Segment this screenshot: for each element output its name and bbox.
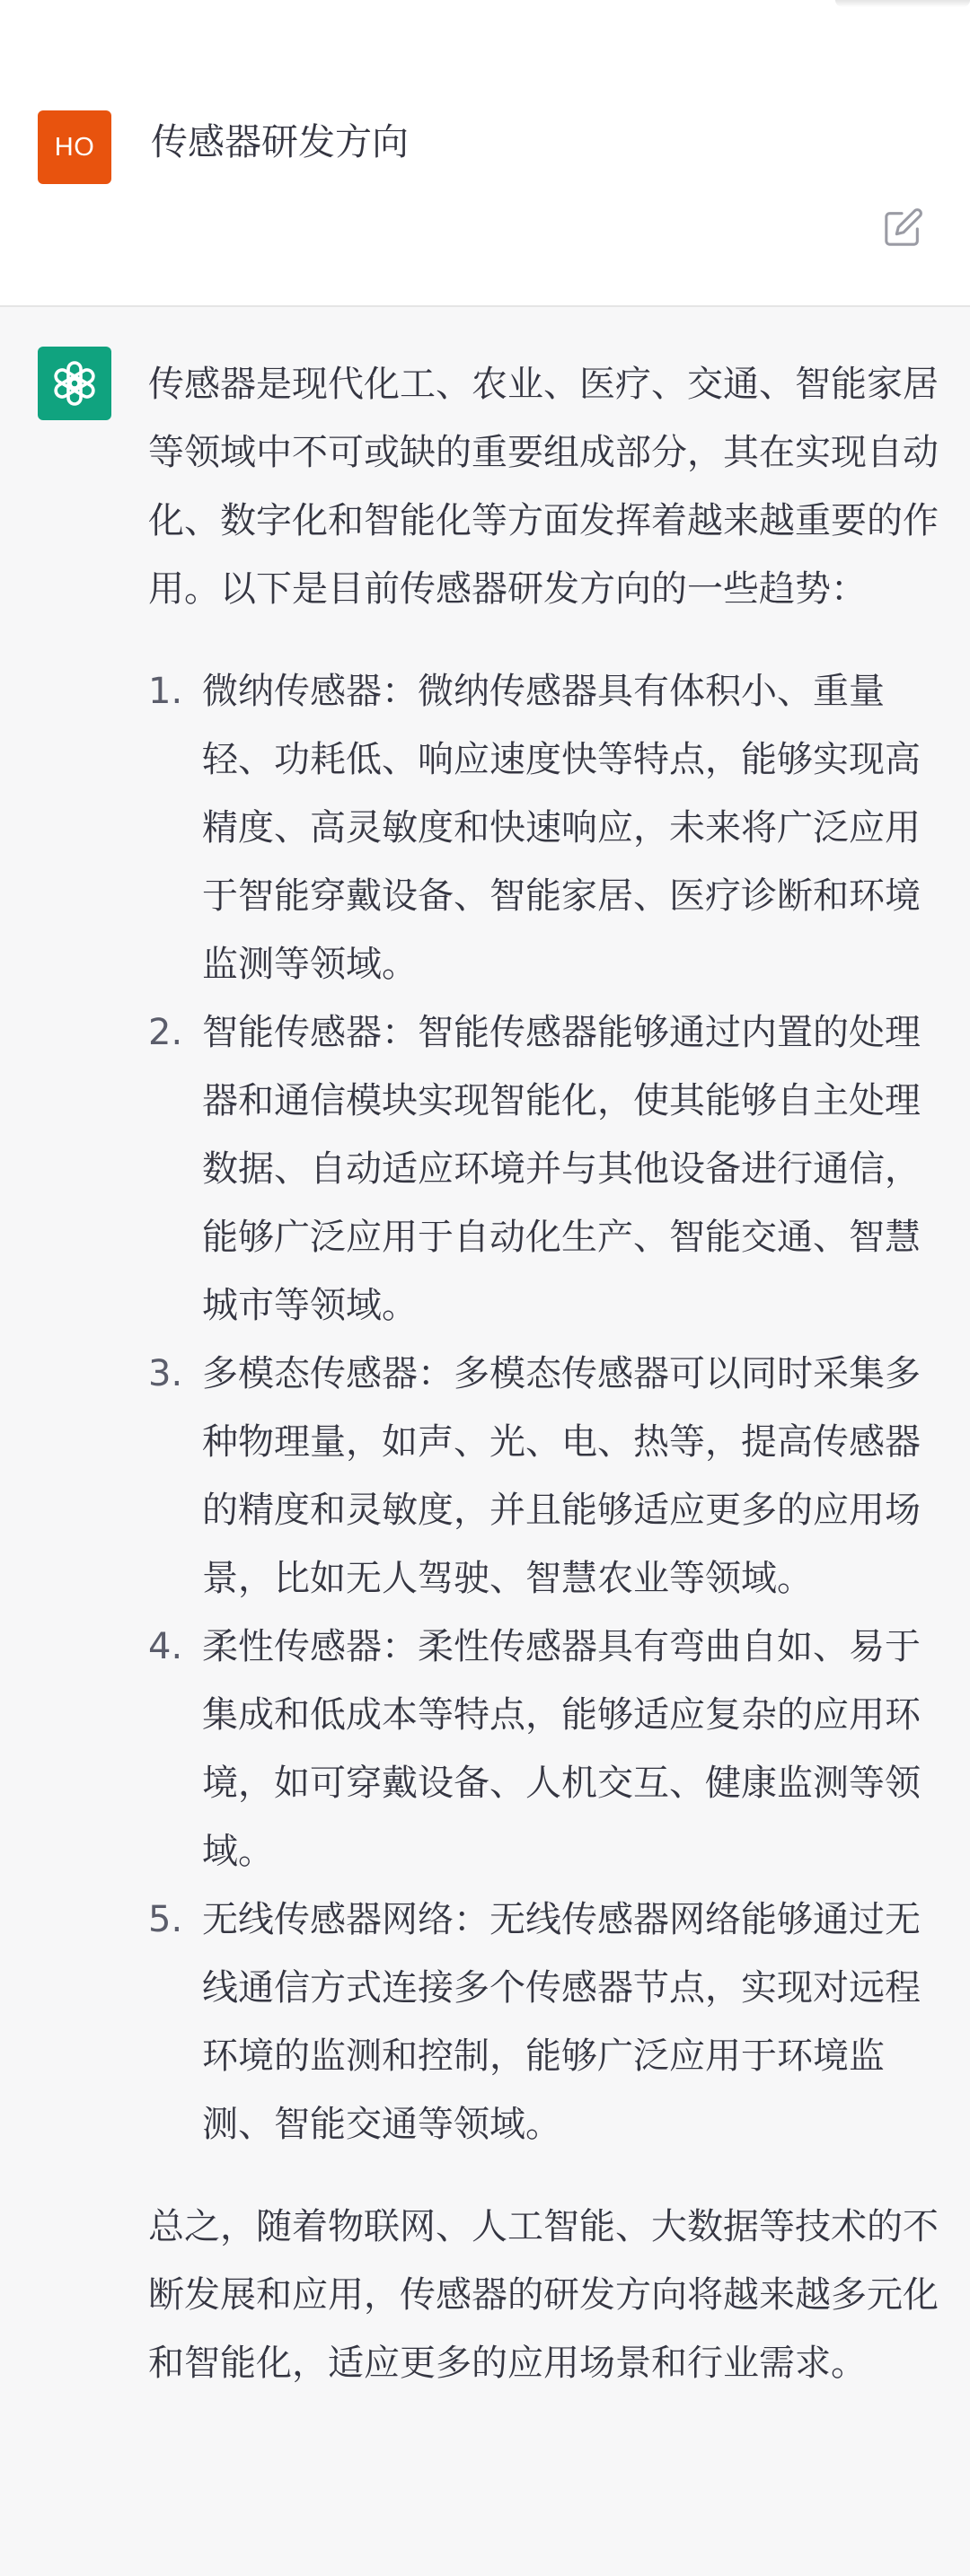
edit-icon[interactable] [883, 207, 924, 248]
list-item-number: 1. [148, 671, 183, 712]
assistant-answer [148, 350, 939, 2397]
list-item-text: 微纳传感器：微纳传感器具有体积小、重量轻、功耗低、响应速度快等特点，能够实现高精度、高灵敏度和快速响应，未来将广泛应用于智能穿戴设备、智能家居、医疗诊断和环境监测等领域。 [202, 671, 921, 985]
list-item [148, 657, 939, 998]
top-edge-shadow [835, 0, 970, 7]
user-avatar: HO [38, 110, 111, 184]
list-item [148, 1886, 939, 2158]
user-message-text: 传感器研发方向 [151, 120, 409, 163]
assistant-avatar [38, 347, 111, 420]
list-item-number: 3. [148, 1353, 183, 1394]
list-item-number: 2. [148, 1012, 183, 1053]
assistant-message-section [0, 307, 970, 2576]
list-item [148, 1613, 939, 1886]
list-item-text: 多模态传感器：多模态传感器可以同时采集多种物理量，如声、光、电、热等，提高传感器的精度和灵敏度，并且能够适应更多的应用场景，比如无人驾驶、智慧农业等领域。 [202, 1353, 921, 1599]
trend-list [148, 657, 939, 2158]
answer-conclusion: 总之，随着物联网、人工智能、大数据等技术的不断发展和应用，传感器的研发方向将越来越多元化和智能化，适应更多的应用场景和行业需求。 [148, 2206, 939, 2384]
list-item [148, 998, 939, 1340]
user-message-section [0, 0, 970, 307]
answer-intro: 传感器是现代化工、农业、医疗、交通、智能家居等领域中不可或缺的重要组成部分，其在实现自动化、数字化和智能化等方面发挥着越来越重要的作用。以下是目前传感器研发方向的一些趋势： [148, 364, 939, 610]
list-item-text: 柔性传感器：柔性传感器具有弯曲自如、易于集成和低成本等特点，能够适应复杂的应用环境，如可穿戴设备、人机交互、健康监测等领域。 [202, 1626, 921, 1872]
list-item-number: 5. [148, 1899, 183, 1940]
list-item [148, 1340, 939, 1613]
list-item-number: 4. [148, 1626, 183, 1667]
list-item-text: 无线传感器网络：无线传感器网络能够通过无线通信方式连接多个传感器节点，实现对远程环境的监测和控制，能够广泛应用于环境监测、智能交通等领域。 [202, 1899, 921, 2145]
openai-logo-icon [48, 357, 101, 409]
list-item-text: 智能传感器：智能传感器能够通过内置的处理器和通信模块实现智能化，使其能够自主处理数据、自动适应环境并与其他设备进行通信，能够广泛应用于自动化生产、智能交通、智慧城市等领域。 [202, 1012, 921, 1326]
